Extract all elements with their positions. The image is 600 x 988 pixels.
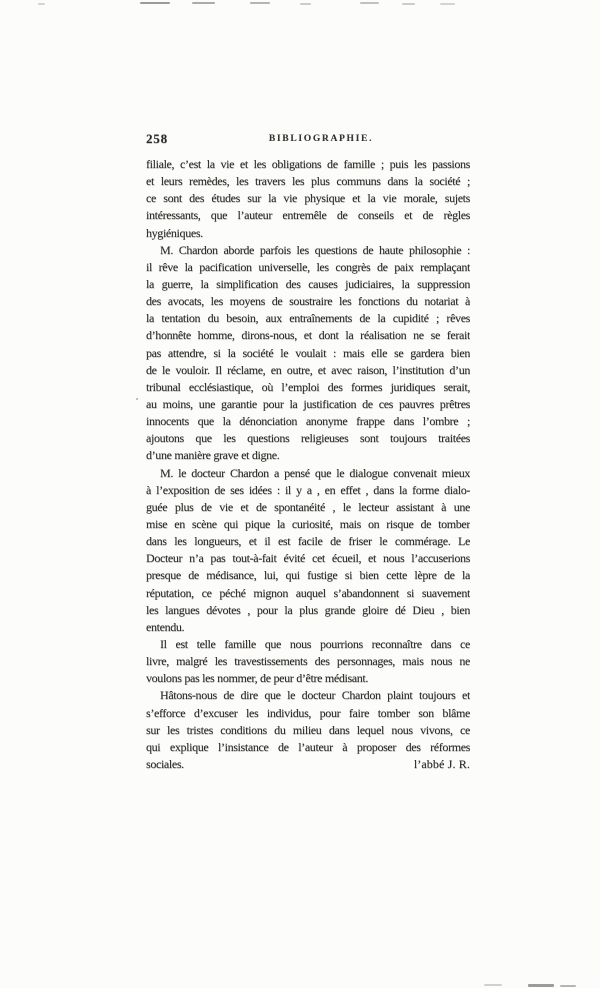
- paragraph: [146, 156, 470, 242]
- text-line-last: voulons pas les nommer, de peur d’être médisant.: [146, 671, 369, 686]
- text-line: la tentation du besoin, aux entraînements de la cupidité ; rêves: [146, 311, 470, 326]
- text-line: pas attendre, si la société le voulait : mais elle se gardera bien: [146, 345, 470, 360]
- text-line: réputation, ce péché mignon auquel s’abandonnent si suavement: [146, 585, 470, 600]
- paragraph-end-text: sociales.: [146, 756, 184, 771]
- scan-artifact: [300, 3, 311, 5]
- running-head: BIBLIOGRAPHIE.: [268, 134, 374, 144]
- text-line: intéressants, que l’auteur entremêle de conseils et de règles: [146, 208, 470, 223]
- paragraph: [146, 242, 470, 465]
- text-line: ajoutons que les questions religieuses sont toujours traitées: [146, 431, 470, 446]
- text-line-last: entendu.: [146, 619, 185, 634]
- text-line: filiale, c’est la vie et les obligations de famille ; puis les passions: [146, 157, 470, 171]
- text-line: ce sont des études sur la vie physique et la vie morale, sujets: [146, 191, 470, 206]
- scan-artifact: [192, 2, 215, 4]
- text-line-last: d’une manière grave et digne.: [146, 448, 280, 463]
- text-line: innocents que la dénonciation anonyme frappe dans l’ombre ;: [146, 414, 470, 429]
- text-line: de le vouloir. Il réclame, en outre, et avec raison, l’institution d’un: [146, 362, 470, 377]
- page-header: [146, 131, 470, 148]
- scan-artifact: [250, 2, 270, 4]
- text-line: M. Chardon aborde parfois les questions de haute philosophie :: [160, 242, 470, 257]
- text-line: presque de médisance, lui, qui fustige si bien cette lèpre de la: [146, 568, 470, 583]
- page-body: [146, 156, 470, 773]
- author-signature: l’abbé J. R.: [413, 756, 470, 771]
- paragraph: [146, 636, 470, 687]
- text-line: il rêve la pacification universelle, les congrès de paix remplaçant: [146, 259, 470, 274]
- scan-artifact: [140, 2, 170, 4]
- paragraph: [146, 465, 470, 636]
- scan-artifact: [136, 398, 138, 400]
- text-line: la guerre, la simplification des causes judiciaires, la suppression: [146, 276, 470, 291]
- text-line: Hâtons-nous de dire que le docteur Chardon plaint toujours et: [160, 688, 470, 703]
- text-line: et leurs remèdes, les travers les plus communs dans la société ;: [146, 174, 470, 189]
- scan-artifact: [560, 985, 576, 987]
- text-line: qui explique l’insistance de l’auteur à proposer des réformes: [146, 739, 470, 754]
- text-line: les langues dévotes , pour la plus grande gloire dé Dieu , bien: [146, 602, 470, 617]
- text-line: au moins, une garantie pour la justification de ces pauvres prêtres: [146, 396, 470, 411]
- text-line: guée plus de vie et de spontanéité , le lecteur assistant à une: [146, 499, 470, 514]
- scan-artifact: [360, 2, 379, 4]
- text-line: Docteur n’a pas tout-à-fait évité cet écueil, et nous l’accuserions: [146, 551, 470, 566]
- text-line: mise en scène qui pique la curiosité, mais on risque de tomber: [146, 516, 470, 531]
- text-column: [146, 131, 470, 773]
- text-line: des avocats, les moyens de soustraire les fonctions du notariat à: [146, 294, 470, 309]
- page-number: 258: [146, 131, 168, 146]
- text-line: d’honnête homme, dirons-nous, et dont la réalisation ne se ferait: [146, 328, 470, 343]
- text-line-last: hygiéniques.: [146, 225, 203, 240]
- scan-artifact: [528, 984, 554, 987]
- text-line: Il est telle famille que nous pourrions reconnaître dans ce: [160, 636, 470, 651]
- scan-artifact: [402, 3, 415, 5]
- text-line-last: [146, 756, 470, 773]
- text-line: s’efforce d’excuser les individus, pour faire tomber son blâme: [146, 705, 470, 720]
- text-line: tribunal ecclésiastique, où l’emploi des formes juridiques serait,: [146, 379, 470, 394]
- paragraph: [146, 687, 470, 773]
- text-line: livre, malgré les travestissements des personnages, mais nous ne: [146, 654, 470, 669]
- text-line: M. le docteur Chardon a pensé que le dialogue convenait mieux: [160, 465, 470, 480]
- text-line: dans les longueurs, et il est facile de friser le commérage. Le: [146, 534, 470, 549]
- scan-artifact: [440, 3, 455, 5]
- text-line: sur les tristes conditions du milieu dans lequel nous vivons, ce: [146, 722, 470, 737]
- scan-artifact: [484, 984, 502, 986]
- text-line: à l’exposition de ses idées : il y a , en effet , dans la forme dialo-: [146, 482, 470, 497]
- scan-artifact: [38, 3, 45, 5]
